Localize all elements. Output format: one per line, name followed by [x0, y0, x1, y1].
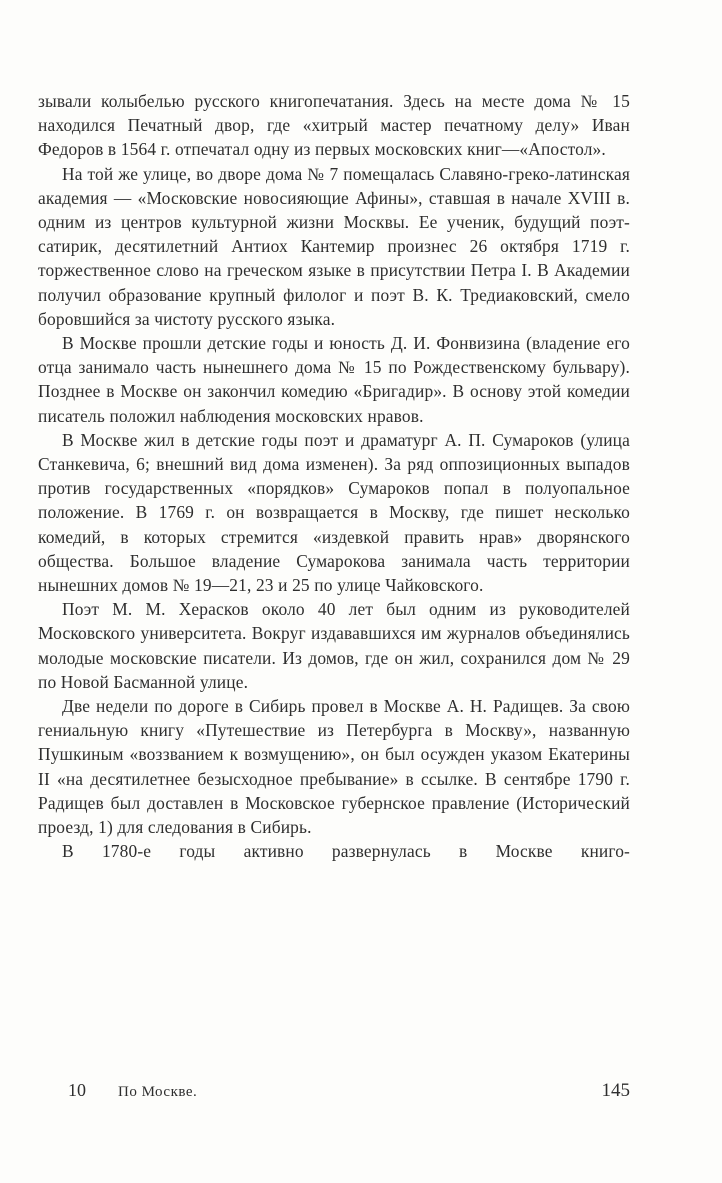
paragraph: Поэт М. М. Херасков около 40 лет был одним из руководителей Московского университета. Вокруг издававшихся им журналов объединялись молодые московские писатели. Из домов, где он жил, сохранился дом № 29 по Новой Басманной улице. [38, 599, 630, 692]
page-footer [38, 1080, 638, 1108]
page-number: 145 [601, 1080, 630, 1101]
paragraph: В Москве жил в детские годы поэт и драматург А. П. Сумароков (улица Станкевича, 6; внешний вид дома изменен). За ряд оппозиционных выпадов против государственных «порядков» Сумароков попал в полуопальное положение. В 1769 г. он возвращается в Москву, где пишет несколько комедий, в которых стремится «издевкой править нрав» дворянского общества. Большое владение Сумарокова занимала часть территории нынешних домов № 19—21, 23 и 25 по улице Чайковского. [38, 429, 630, 596]
paragraph: На той же улице, во дворе дома № 7 помещалась Славяно-греко-латинская академия — «Московские новосияющие Афины», ставшая в начале XVIII в. одним из центров культурной жизни Москвы. Ее ученик, будущий поэт-сатирик, десятилетний Антиох Кантемир произнес 26 октября 1719 г. торжественное слово на греческом языке в присутствии Петра I. В Академии получил образование крупный филолог и поэт В. К. Тредиаковский, смело боровшийся за чистоту русского языка. [38, 163, 630, 329]
paragraph: В Москве прошли детские годы и юность Д. И. Фонвизина (владение его отца занимало часть нынешнего дома № 15 по Рождественскому бульвару). Позднее в Москве он закончил комедию «Бригадир». В основу этой комедии писатель положил наблюдения московских нравов. [38, 333, 630, 426]
signature-number: 10 [68, 1080, 86, 1100]
paragraph: зывали колыбелью русского книгопечатания. Здесь на месте дома № 15 находился Печатный двор, где «хитрый мастер печатному делу» Иван Федоров в 1564 г. отпечатал одну из первых московских книг—«Апостол». [38, 91, 630, 160]
paragraph: Две недели по дороге в Сибирь провел в Москве А. Н. Радищев. За свою гениальную книгу «Путешествие из Петербурга в Москву», названную Пушкиным «воззванием к возмущению», он был осужден указом Екатерины II «на десятилетнее безысходное пребывание» в ссылке. В сентябре 1790 г. Радищев был доставлен в Московское губернское правление (Исторический проезд, 1) для следования в Сибирь. [38, 696, 630, 838]
paragraph: В 1780-е годы активно развернулась в Москве книго- [62, 841, 630, 862]
signature-title: По Москве. [118, 1084, 198, 1100]
body-text [38, 89, 630, 864]
